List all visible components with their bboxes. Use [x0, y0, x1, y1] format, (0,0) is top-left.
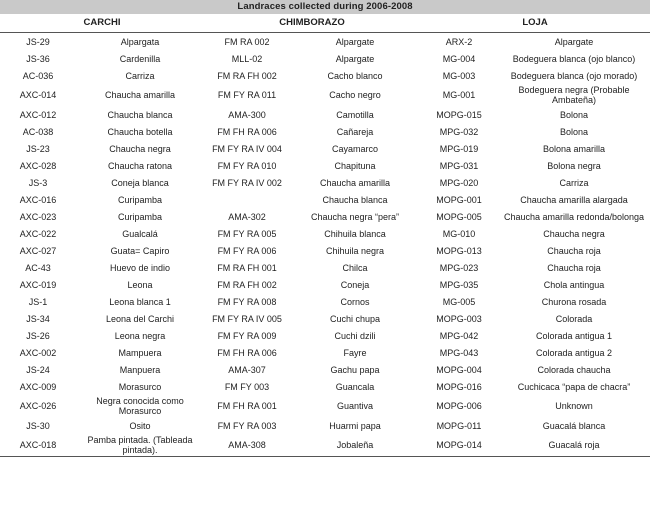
cell-chimborazo-code: FM FY RA 009 — [217, 330, 277, 341]
cell-loja-code: MPG-043 — [439, 347, 479, 358]
group-header-carchi: CARCHI — [0, 14, 204, 33]
cell-carchi-code: AXC-022 — [19, 228, 57, 239]
cell-carchi-code: AC-036 — [22, 70, 54, 81]
cell-carchi-code: JS-3 — [28, 177, 48, 188]
cell-chimborazo-name: Camotilla — [336, 109, 374, 120]
cell-chimborazo-name: Cacho blanco — [327, 70, 383, 81]
cell-carchi-name: Chaucha amarilla — [104, 90, 176, 100]
cell-chimborazo-name: Cuchi chupa — [329, 313, 381, 324]
table-row — [0, 259, 650, 276]
table-row — [0, 191, 650, 208]
table-row — [0, 344, 650, 361]
cell-chimborazo-code: FM RA FH 002 — [217, 70, 277, 81]
cell-chimborazo-code: FM FY RA 003 — [217, 420, 277, 431]
table-row — [0, 174, 650, 191]
cell-chimborazo-code: FM RA FH 001 — [217, 262, 277, 273]
cell-loja-code: MOPG-005 — [436, 211, 482, 222]
cell-carchi-code: AXC-002 — [19, 347, 57, 358]
cell-loja-name: Colorada antigua 2 — [535, 347, 613, 358]
table-row — [0, 123, 650, 140]
cell-loja-code: MG-003 — [442, 70, 476, 81]
cell-loja-code: MOPG-004 — [436, 364, 482, 375]
table-row — [0, 327, 650, 344]
cell-carchi-name: Manpuera — [119, 364, 161, 375]
cell-loja-name: Bodeguera blanca (ojo blanco) — [512, 53, 636, 64]
table-row — [0, 225, 650, 242]
cell-loja-code: MPG-023 — [439, 262, 479, 273]
cell-chimborazo-code: FM FH RA 006 — [217, 126, 277, 137]
cell-carchi-code: AXC-023 — [19, 211, 57, 222]
cell-carchi-code: JS-34 — [26, 313, 50, 324]
table-body — [0, 33, 650, 457]
cell-carchi-name: Alpargata — [120, 36, 160, 47]
cell-loja-name: Bolona — [560, 126, 589, 137]
table-row — [0, 67, 650, 84]
cell-carchi-code: JS-30 — [26, 420, 50, 431]
table-row — [0, 417, 650, 434]
cell-chimborazo-name: Chihuila negra — [325, 245, 385, 256]
cell-loja-name: Chaucha negra — [543, 228, 605, 239]
cell-loja-code: MOPG-006 — [436, 401, 482, 411]
cell-loja-code: MPG-019 — [439, 143, 479, 154]
table-row — [0, 106, 650, 123]
cell-carchi-name: Negra conocida como Morasurco — [96, 396, 184, 416]
cell-loja-code: MPG-035 — [439, 279, 479, 290]
cell-carchi-code: JS-23 — [26, 143, 50, 154]
cell-carchi-name: Curipamba — [117, 194, 163, 205]
cell-chimborazo-code — [204, 191, 290, 208]
cell-loja-name: Chaucha amarilla redonda/bolonga — [503, 211, 645, 222]
cell-loja-name: Colorada chaucha — [537, 364, 611, 375]
cell-loja-code: MPG-031 — [439, 160, 479, 171]
cell-carchi-name: Curipamba — [117, 211, 163, 222]
cell-chimborazo-name: Cañareja — [336, 126, 374, 137]
cell-chimborazo-code: FM FY 003 — [224, 381, 270, 392]
cell-loja-code: MOPG-011 — [436, 420, 482, 431]
cell-loja-name: Colorada — [555, 313, 593, 324]
cell-carchi-name: Huevo de indio — [109, 262, 171, 273]
cell-loja-name: Chaucha roja — [547, 245, 601, 256]
cell-chimborazo-name: Chihuila blanca — [324, 228, 386, 239]
cell-loja-name: Chaucha amarilla alargada — [520, 194, 628, 205]
cell-carchi-code: AXC-016 — [19, 194, 57, 205]
cell-loja-name: Unknown — [555, 401, 593, 411]
cell-chimborazo-name: Chaucha amarilla — [319, 177, 391, 188]
table-row — [0, 84, 650, 106]
cell-carchi-name: Gualcalá — [122, 228, 158, 239]
cell-loja-name: Churona rosada — [541, 296, 607, 307]
group-header-chimborazo: CHIMBORAZO — [204, 14, 420, 33]
cell-chimborazo-name: Gachu papa — [330, 364, 380, 375]
cell-chimborazo-code: FM FY RA 010 — [217, 160, 277, 171]
cell-loja-name: Carriza — [559, 177, 589, 188]
cell-carchi-code: JS-26 — [26, 330, 50, 341]
cell-carchi-code: AXC-028 — [19, 160, 57, 171]
cell-loja-code: MOPG-016 — [436, 381, 482, 392]
group-header-row — [0, 14, 650, 33]
cell-loja-name: Bodeguera negra (Probable Ambateña) — [518, 85, 630, 105]
cell-chimborazo-name: Huarmi papa — [329, 420, 381, 431]
cell-loja-name: Guacalá roja — [498, 434, 650, 457]
cell-chimborazo-code: FM FY RA IV 004 — [212, 143, 282, 154]
cell-carchi-code: JS-36 — [26, 53, 50, 64]
cell-chimborazo-code: FM RA 002 — [224, 36, 270, 47]
cell-chimborazo-code: FM FY RA IV 002 — [212, 177, 282, 188]
table-row — [0, 310, 650, 327]
cell-loja-code: MPG-032 — [439, 126, 479, 137]
cell-chimborazo-name: Guantiva — [336, 401, 374, 411]
cell-carchi-name: Leona — [127, 279, 153, 290]
cell-carchi-code: AXC-012 — [19, 109, 57, 120]
table-caption-row — [0, 0, 650, 14]
cell-carchi-code: AXC-027 — [19, 245, 57, 256]
cell-chimborazo-code: FM FY RA 011 — [217, 90, 277, 100]
cell-chimborazo-code: AMA-307 — [228, 364, 266, 375]
cell-chimborazo-code: FM FY RA 005 — [217, 228, 277, 239]
table-row — [0, 378, 650, 395]
cell-carchi-name: Guata= Capiro — [110, 245, 170, 256]
table-row — [0, 208, 650, 225]
cell-loja-name: Bolona amarilla — [543, 143, 606, 154]
table-caption: Landraces collected during 2006-2008 — [0, 0, 650, 14]
table-row — [0, 276, 650, 293]
cell-chimborazo-code: AMA-302 — [228, 211, 266, 222]
cell-loja-code: MOPG-013 — [436, 245, 482, 256]
cell-carchi-name: Chaucha botella — [107, 126, 173, 137]
table-row — [0, 33, 650, 51]
cell-carchi-name: Carriza — [125, 70, 155, 81]
table-row — [0, 361, 650, 378]
cell-carchi-name: Chaucha blanca — [107, 109, 173, 120]
cell-loja-name: Bolona negra — [547, 160, 601, 171]
cell-carchi-name: Chaucha ratona — [107, 160, 173, 171]
cell-loja-name: Colorada antigua 1 — [535, 330, 613, 341]
table-row — [0, 157, 650, 174]
cell-carchi-code: AXC-019 — [19, 279, 57, 290]
cell-loja-name: Chola antingua — [543, 279, 605, 290]
cell-carchi-name: Chaucha negra — [109, 143, 171, 154]
cell-chimborazo-name: Alpargate — [335, 36, 375, 47]
cell-loja-code: MOPG-003 — [436, 313, 482, 324]
cell-carchi-code: JS-1 — [28, 296, 48, 307]
cell-carchi-code: AXC-018 — [0, 434, 76, 457]
table-row — [0, 140, 650, 157]
cell-loja-code: MPG-020 — [439, 177, 479, 188]
cell-chimborazo-name: Guancala — [335, 381, 375, 392]
cell-chimborazo-name: Chilca — [342, 262, 368, 273]
cell-loja-name: Alpargate — [554, 36, 594, 47]
cell-chimborazo-name: Cacho negro — [329, 90, 381, 100]
cell-loja-code: MOPG-001 — [436, 194, 482, 205]
cell-chimborazo-name: Coneja — [340, 279, 370, 290]
cell-chimborazo-name: Cornos — [340, 296, 370, 307]
cell-carchi-name: Leona del Carchi — [105, 313, 175, 324]
cell-carchi-code: AXC-009 — [19, 381, 57, 392]
cell-loja-code: MOPG-014 — [420, 434, 498, 457]
table-row — [0, 50, 650, 67]
cell-chimborazo-code: FM FY RA IV 005 — [212, 313, 282, 324]
cell-carchi-name: Pamba pintada. (Tableada pintada). — [76, 434, 204, 457]
cell-carchi-name: Mampuera — [118, 347, 162, 358]
table-row — [0, 242, 650, 259]
cell-chimborazo-name: Jobaleña — [290, 434, 420, 457]
cell-carchi-code: JS-29 — [26, 36, 50, 47]
cell-chimborazo-code: AMA-300 — [228, 109, 266, 120]
cell-carchi-code: AC-43 — [25, 262, 51, 273]
cell-chimborazo-code: FM FY RA 006 — [217, 245, 277, 256]
cell-chimborazo-code: AMA-308 — [204, 434, 290, 457]
cell-loja-code: MOPG-015 — [436, 109, 482, 120]
cell-chimborazo-name: Alpargate — [335, 53, 375, 64]
cell-loja-code: MG-001 — [442, 90, 476, 100]
cell-chimborazo-code: FM FH RA 001 — [217, 401, 277, 411]
table-row — [0, 434, 650, 457]
cell-loja-code: MPG-042 — [439, 330, 479, 341]
cell-carchi-name: Coneja blanca — [111, 177, 169, 188]
cell-loja-code: MG-005 — [442, 296, 476, 307]
cell-carchi-code: AXC-026 — [19, 401, 57, 411]
cell-chimborazo-code: FM FY RA 008 — [217, 296, 277, 307]
cell-carchi-code: AC-038 — [22, 126, 54, 137]
cell-carchi-name: Morasurco — [118, 381, 162, 392]
cell-carchi-name: Leona blanca 1 — [109, 296, 171, 307]
cell-chimborazo-code: FM FH RA 006 — [217, 347, 277, 358]
cell-carchi-name: Osito — [129, 420, 151, 431]
cell-loja-name: Bolona — [560, 109, 589, 120]
cell-loja-code: MG-010 — [442, 228, 476, 239]
cell-carchi-code: AXC-014 — [19, 90, 57, 100]
cell-chimborazo-name: Chaucha negra “pera” — [310, 211, 400, 222]
cell-loja-code: MG-004 — [442, 53, 476, 64]
cell-chimborazo-name: Cuchi dzili — [334, 330, 376, 341]
cell-loja-code: ARX-2 — [445, 36, 473, 47]
cell-carchi-code: JS-24 — [26, 364, 50, 375]
cell-chimborazo-name: Chaucha blanca — [322, 194, 388, 205]
cell-carchi-name: Leona negra — [114, 330, 166, 341]
cell-chimborazo-code: MLL-02 — [231, 53, 263, 64]
group-header-loja: LOJA — [420, 14, 650, 33]
cell-loja-name: Chaucha roja — [547, 262, 601, 273]
cell-chimborazo-name: Fayre — [343, 347, 367, 358]
cell-chimborazo-name: Cayamarco — [331, 143, 378, 154]
cell-loja-name: Bodeguera blanca (ojo morado) — [510, 70, 638, 81]
table-row — [0, 395, 650, 417]
cell-loja-name: Guacalá blanca — [542, 420, 606, 431]
cell-carchi-name: Cardenilla — [119, 53, 161, 64]
cell-loja-name: Cuchicaca “papa de chacra” — [517, 381, 631, 392]
cell-chimborazo-name: Chapituna — [334, 160, 376, 171]
cell-chimborazo-code: FM RA FH 002 — [217, 279, 277, 290]
table-row — [0, 293, 650, 310]
